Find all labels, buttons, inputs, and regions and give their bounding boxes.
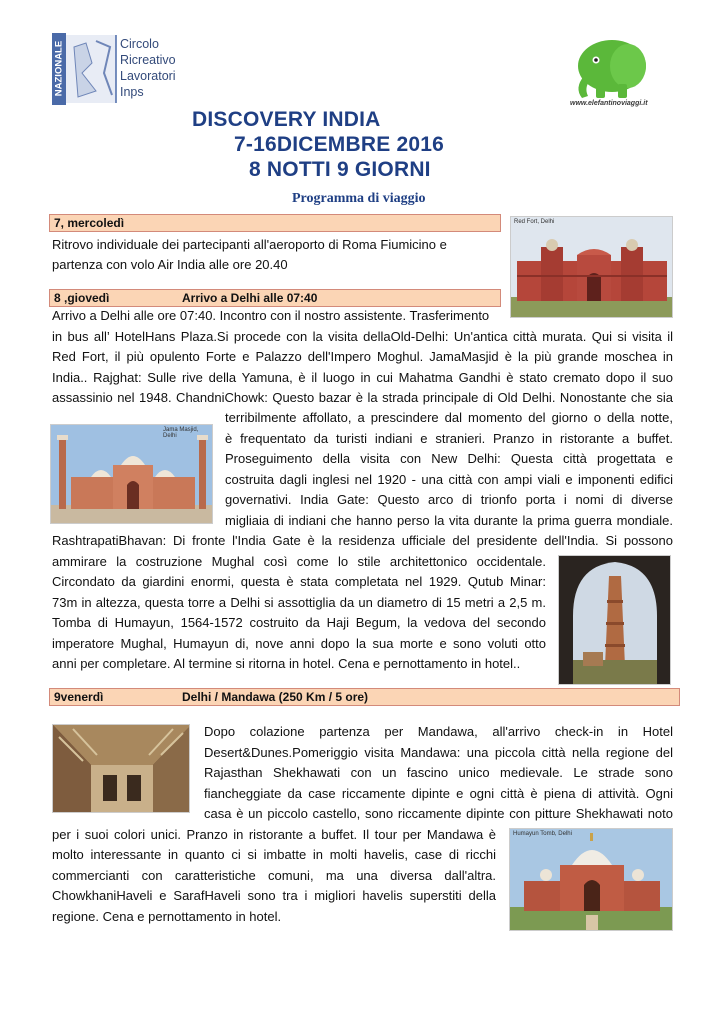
crli-side-text: NAZIONALE — [53, 40, 65, 97]
day-3-line-2: Desert&Dunes.Pomeriggio visita Mandawa: una piccola città nella regione del — [204, 745, 673, 760]
qutub-minar-image — [559, 556, 671, 685]
day-2-line-17: imperatore Mughal, Humayun di, nove anni dopo la sua morte e sono voluti otto — [52, 636, 546, 651]
qutub-minar-photo — [558, 555, 671, 685]
day-2-line-5: assassinio nel 1948. ChandniChowk: Questo bazar è la strada principale di Old Delhi. Nonostante che sia — [52, 390, 673, 405]
elefantino-url: www.elefantinoviaggi.it — [570, 100, 648, 107]
humayun-tomb-image — [510, 829, 673, 931]
humayun-tomb-label: Humayun Tomb, Delhi — [513, 831, 572, 837]
day-2-line-7: è frequentato da turisti indiani e stranieri. Pranzo in ristorante a buffet. — [225, 431, 673, 446]
day-2-header — [49, 289, 501, 307]
day-1-header — [49, 214, 501, 232]
red-fort-label: Red Fort, Delhi — [514, 219, 555, 225]
crli-word-3: Lavoratori — [120, 69, 176, 83]
day-2-line-6: terribilmente affollato, a prescindere dal momento del giorno o della notte, — [225, 410, 673, 425]
day-1-date: 7, mercoledì — [54, 216, 125, 230]
title-line-3: 8 NOTTI 9 GIORNI — [249, 158, 431, 181]
day-2-line-1: Arrivo a Delhi alle ore 07:40. Incontro con il nostro assistente. Trasferimento — [52, 308, 490, 323]
day-2-line-18: anni per completare. Al termine si ritorna in hotel. Cena e pernottamento in hotel.. — [52, 656, 521, 671]
elephant-icon — [566, 36, 656, 102]
day-2-line-3: Red Fort, il più opulento Forte e Palazzo dell'Impero Moghul. JamaMasjid è la più grande moschea in — [52, 349, 673, 364]
crli-word-2: Ricreativo — [120, 53, 176, 67]
day-2-line-15: 73m in altezza, questa torre a Delhi si assottiglia da un diametro di 15 metri a 2,5 m. — [52, 595, 546, 610]
title-line-2: 7-16DICEMBRE 2016 — [234, 133, 444, 156]
crli-word-4: Inps — [120, 85, 144, 99]
day-2-line-16: Tomba di Humayun, 1564-1572 costruito da Haji Begum, la vedova del secondo — [52, 615, 546, 630]
day-3-line-6: per i suoi colori unici. Pranzo in ristorante a buffet. Il tour per Mandawa è — [52, 827, 496, 842]
day-3-line-5: casa è un piccolo castello, sono riccamente dipinte con pitture Shekhawati noto — [204, 806, 673, 821]
day-1-line-2: partenza con volo Air India alle ore 20.40 — [52, 257, 288, 272]
crli-word-1: Circolo — [120, 37, 159, 51]
day-3-line-7: molto interessante in quanto ci si imbatte in molti havelis, case di ricchi — [52, 847, 496, 862]
day-2-line-2: in bus all’ HotelHans Plaza.Si procede con la visita dellaOld-Delhi: Un'antica città murata. Qui si visita il — [52, 329, 673, 344]
jama-masjid-photo — [50, 424, 213, 524]
crli-logo — [52, 33, 180, 105]
day-2-line-4: India.. Rajghat: Sulle rive della Yamuna, è il luogo in cui Mahatma Gandhi è stato cremato dopo il suo — [52, 370, 673, 385]
day-3-line-9: ChowkhaniHaveli e SarafHaveli sono tra i migliori havelis superstiti della — [52, 888, 496, 903]
title-line-1: DISCOVERY INDIA — [192, 108, 381, 131]
day-3-title: Delhi / Mandawa (250 Km / 5 ore) — [182, 690, 369, 704]
jama-masjid-image — [51, 425, 213, 524]
day-2-line-9: costruita dagli inglesi nel 1920 - una città con ampi viali e imponenti edifici — [225, 472, 673, 487]
mandawa-haveli-image — [53, 725, 190, 813]
day-2-date: 8 ,giovedì — [54, 291, 110, 305]
day-3-line-3: Rajasthan Shekhawati con un fascino unico medievale. Le strade sono — [204, 765, 673, 780]
day-2-line-12: RashtrapatiBhavan: Di fronte l'India Gate è la residenza ufficiale del presidente dell'India. Si possono — [52, 533, 673, 548]
red-fort-image — [511, 217, 673, 318]
subtitle: Programma di viaggio — [292, 191, 426, 206]
day-2-title: Arrivo a Delhi alle 07:40 — [182, 291, 318, 305]
day-2-line-8: Proseguimento della visita con New Delhi: Questa città progettata e — [225, 451, 673, 466]
day-3-line-10: regione. Cena e pernottamento in hotel. — [52, 909, 282, 924]
day-3-date: 9venerdì — [54, 690, 104, 704]
day-3-header — [49, 688, 680, 706]
mandawa-haveli-photo — [52, 724, 190, 813]
day-2-line-10: governativi. India Gate: Questo arco di trionfo porta i nomi di diverse — [225, 492, 673, 507]
elefantino-logo — [566, 36, 656, 112]
humayun-tomb-photo — [509, 828, 673, 931]
day-2-line-11: migliaia di indiani che hanno perso la vita durante la prima guerra mondiale. — [225, 513, 673, 528]
day-2-line-13: ammirare la costruzione Mughal così come lo stile architettonico occidentale. — [52, 554, 546, 569]
day-3-line-4: fiancheggiate da case riccamente dipinte e ogni città è piena di attività. Ogni — [204, 786, 673, 801]
day-3-line-8: commercianti con caratteristiche comuni, ma una diversa dall'altra. — [52, 868, 496, 883]
jama-masjid-label: Jama Masjid, Delhi — [163, 427, 199, 439]
red-fort-photo — [510, 216, 673, 318]
day-3-line-1: Dopo colazione partenza per Mandawa, all'arrivo check-in in Hotel — [204, 724, 673, 739]
day-2-line-14: Circondato da giardini enormi, questa è stata completata nel 1929. Qutub Minar: — [52, 574, 546, 589]
day-1-line-1: Ritrovo individuale dei partecipanti all'aeroporto di Roma Fiumicino e — [52, 237, 447, 252]
